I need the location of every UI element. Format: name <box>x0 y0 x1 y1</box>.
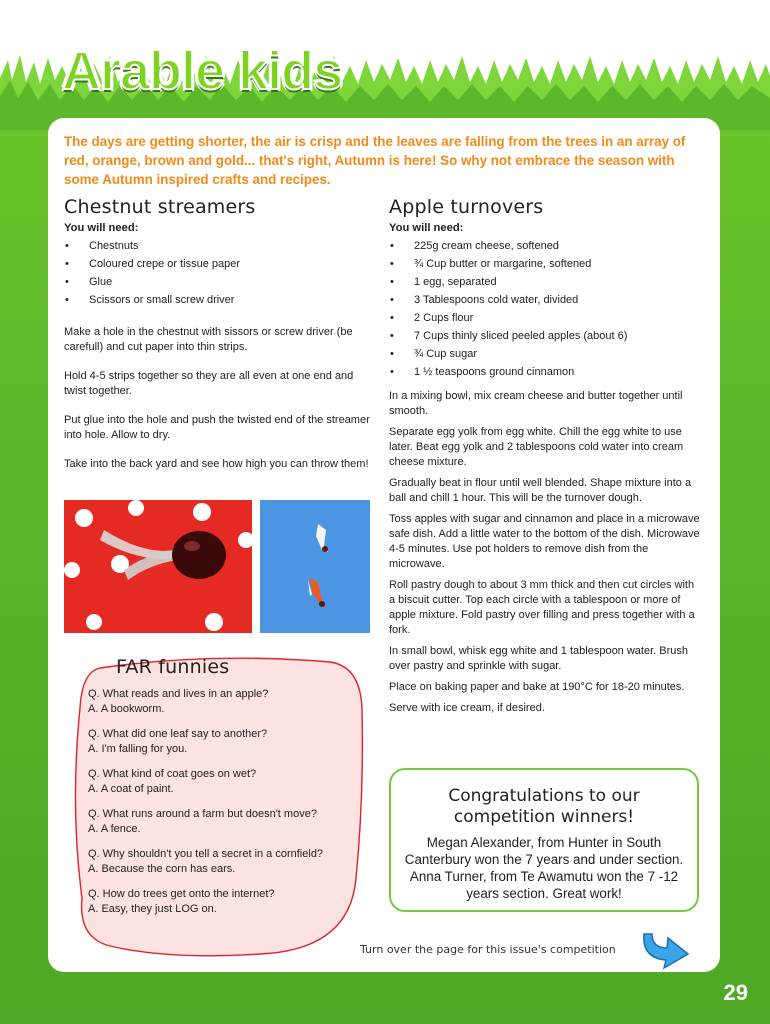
chestnut-photo <box>64 500 252 633</box>
apple-title: Apple turnovers <box>389 196 544 218</box>
chestnut-step: Hold 4-5 strips together so they are all even at one end and twist together. <box>64 370 354 397</box>
apple-step: Toss apples with sugar and cinnamon and place in a microwave safe dish. Add a little water to the bottom of the dish. Microwave 4-5 minutes. Use pot holders to remove dish from the microwave. <box>389 513 700 570</box>
chestnut-step: Put glue into the hole and push the twisted end of the streamer into hole. Allow to dry. <box>64 414 370 441</box>
list-item: • 7 Cups thinly sliced peeled apples (about 6) <box>389 329 701 344</box>
apple-step: Gradually beat in flour until well blended. Shape mixture into a ball and chill 1 hour. This will be the turnover dough. <box>389 477 692 504</box>
apple-step: Roll pastry dough to about 3 mm thick and then cut circles with a biscuit cutter. Top each circle with a tablespoon or more of apple mixture. Fold pastry over filling and press together with a fork. <box>389 579 695 636</box>
list-item: • Glue <box>64 275 370 290</box>
streamers-sky-photo <box>260 500 370 633</box>
joke-question: Q. What runs around a farm but doesn't move? <box>88 808 317 820</box>
joke-question: Q. What did one leaf say to another? <box>88 728 268 740</box>
congratulations-title: Congratulations to our competition winners! <box>448 786 640 827</box>
joke-answer: A. A bookworm. <box>88 703 165 715</box>
joke-answer: A. Easy, they just LOG on. <box>88 903 217 915</box>
joke-answer: A. A fence. <box>88 823 141 835</box>
apple-step: Separate egg yolk from egg white. Chill the egg white to use later. Beat egg yolk and 2 tablespoons cold water into cream cheese mixture. <box>389 426 684 468</box>
list-item: • ¾ Cup butter or margarine, softened <box>389 257 701 272</box>
apple-step: In a mixing bowl, mix cream cheese and butter together until smooth. <box>389 390 683 417</box>
chestnut-ingredient-list <box>64 239 370 308</box>
chestnut-step: Make a hole in the chestnut with sissors or screw driver (be carefull) and cut paper into thin strips. <box>64 326 353 353</box>
list-item: • 225g cream cheese, softened <box>389 239 701 254</box>
apple-ingredient-list <box>389 239 701 380</box>
joke-question: Q. How do trees get onto the internet? <box>88 888 275 900</box>
apple-step: Serve with ice cream, if desired. <box>389 702 545 714</box>
joke-item <box>88 767 368 797</box>
joke-question: Q. What kind of coat goes on wet? <box>88 768 257 780</box>
apple-step: Place on baking paper and bake at 190°C for 18-20 minutes. <box>389 681 685 693</box>
joke-item <box>88 727 368 757</box>
apple-step: In small bowl, whisk egg white and 1 tablespoon water. Brush over pastry and sprinkle with sugar. <box>389 645 688 672</box>
funnies-section <box>88 656 368 927</box>
list-item: • 2 Cups flour <box>389 311 701 326</box>
turn-over-note: Turn over the page for this issue's competition <box>360 943 616 956</box>
chestnut-streamers-section <box>64 196 370 486</box>
joke-question: Q. What reads and lives in an apple? <box>88 688 269 700</box>
joke-item <box>88 887 368 917</box>
page-number: 29 <box>723 980 748 1005</box>
joke-answer: A. I'm falling for you. <box>88 743 188 755</box>
chestnut-title: Chestnut streamers <box>64 196 256 218</box>
list-item: • ¾ Cup sugar <box>389 347 701 362</box>
joke-item <box>88 847 368 877</box>
joke-answer: A. Because the corn has ears. <box>88 863 236 875</box>
list-item: • Chestnuts <box>64 239 370 254</box>
intro-paragraph: The days are getting shorter, the air is crisp and the leaves are falling from the trees in an array of red, orange, brown and gold... that's right, Autumn is here! So why not embrace the season with some Autumn inspired crafts and recipes. <box>64 134 686 187</box>
joke-item <box>88 687 368 717</box>
funnies-title: FAR funnies <box>116 656 230 678</box>
congratulations-body: Megan Alexander, from Hunter in South Canterbury won the 7 years and under section. Anna Turner, from Te Awamutu won the 7 -12 years section. Great work! <box>404 835 684 901</box>
list-item: • 1 egg, separated <box>389 275 701 290</box>
apple-need-label: You will need: <box>389 222 464 234</box>
joke-item <box>88 807 368 837</box>
chestnut-need-label: You will need: <box>64 222 139 234</box>
list-item: • 3 Tablespoons cold water, divided <box>389 293 701 308</box>
page-title: Arable kids <box>62 41 343 101</box>
list-item: • Coloured crepe or tissue paper <box>64 257 370 272</box>
apple-turnovers-section <box>389 196 701 722</box>
congratulations-box <box>389 768 699 912</box>
list-item: • Scissors or small screw driver <box>64 293 370 308</box>
joke-answer: A. A coat of paint. <box>88 783 174 795</box>
joke-question: Q. Why shouldn't you tell a secret in a cornfield? <box>88 848 324 860</box>
chestnut-step: Take into the back yard and see how high you can throw them! <box>64 458 369 470</box>
curved-arrow-icon <box>640 928 692 972</box>
list-item: • 1 ½ teaspoons ground cinnamon <box>389 365 701 380</box>
